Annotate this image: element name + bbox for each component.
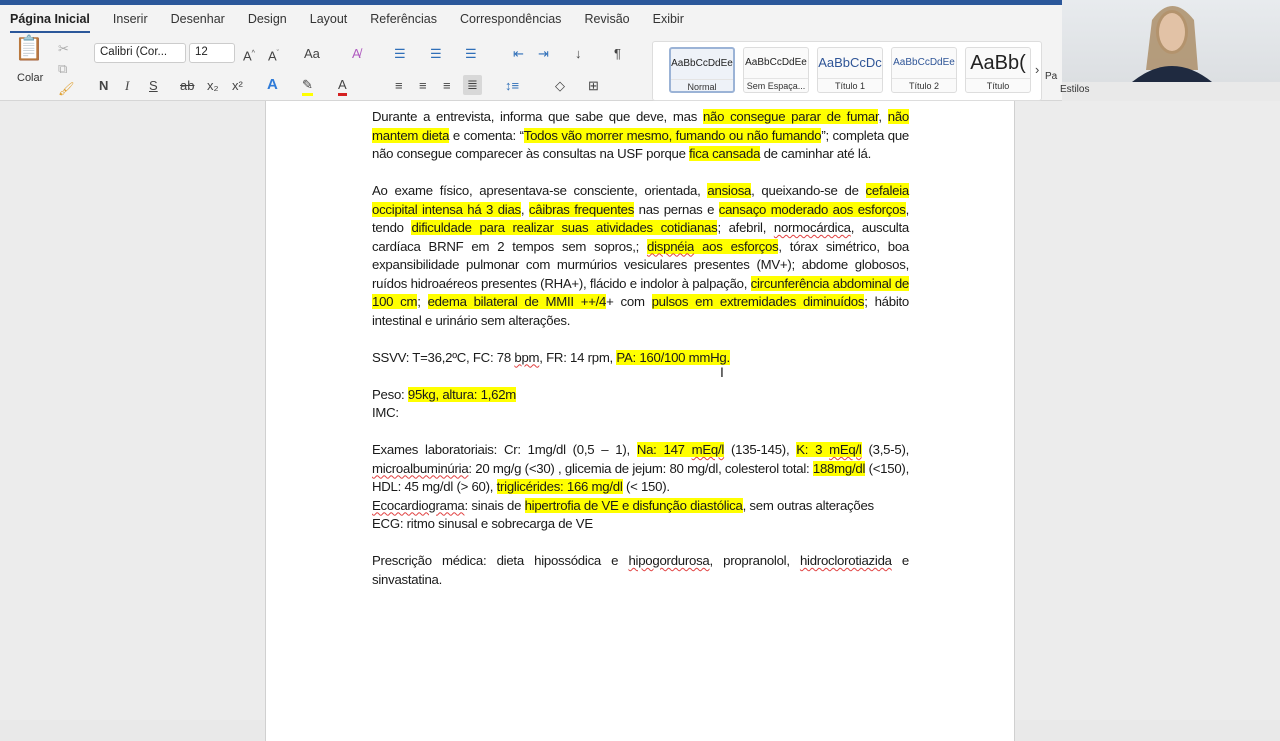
tab-design[interactable]: Design	[247, 12, 287, 26]
highlighted-text: hipertrofia de VE e disfunção diastólica	[524, 497, 743, 513]
justify-icon[interactable]: ≣	[463, 75, 482, 95]
highlighted-text: 188mg/dl	[812, 460, 866, 476]
style-titulo-1[interactable]	[817, 47, 883, 93]
multilevel-list-icon[interactable]: ☰	[465, 46, 477, 61]
style-label: Normal	[671, 79, 733, 94]
clear-formatting-icon[interactable]: A̸	[352, 46, 361, 61]
paragraph[interactable]	[372, 386, 909, 423]
text-run: : 20 mg/g (<30) , glicemia de jejum: 80 mg/dl, colesterol total:	[468, 460, 813, 476]
text-run: Durante a entrevista, informa que sabe que deve, mas	[372, 109, 703, 124]
misspelled-word: bpm	[514, 349, 540, 365]
font-size-select[interactable]: 12	[189, 43, 235, 63]
italic-button[interactable]: I	[125, 78, 130, 93]
text-run: ,	[878, 109, 888, 124]
shading-icon[interactable]: ◇	[555, 78, 565, 93]
change-case-button[interactable]: Aa	[304, 46, 320, 61]
style-label: Sem Espaça...	[744, 78, 808, 93]
style-label: Título	[966, 78, 1030, 93]
highlighted-text: cansaço moderado aos esforços	[718, 201, 906, 217]
misspelled-word: hipogordurosa	[628, 553, 710, 568]
style-preview: AaBbCcDdEe	[671, 58, 733, 69]
text-run: ; hábito intestinal e urinário sem alterações.	[372, 294, 909, 328]
highlighted-text: PA: 160/100 mmHg.	[616, 349, 730, 365]
borders-icon[interactable]: ⊞	[588, 78, 599, 93]
highlighted-text: dispnéia	[647, 238, 695, 254]
show-formatting-icon[interactable]: ¶	[614, 46, 621, 61]
text-cursor-icon: I	[720, 364, 724, 380]
style-preview: AaBbCcDdEe	[745, 57, 807, 68]
text-effects-icon[interactable]: A	[267, 76, 278, 93]
style-sem-espacamento[interactable]	[743, 47, 809, 93]
text-run: : sinais de	[464, 497, 525, 513]
webcam-overlay	[1062, 0, 1280, 82]
align-left-icon[interactable]: ≡	[395, 78, 403, 93]
text-run: , sem outras alterações	[742, 497, 874, 513]
font-color-icon[interactable]: A	[338, 77, 347, 96]
tab-inserir[interactable]: Inserir	[112, 12, 148, 26]
cut-icon[interactable]: ✂	[58, 41, 69, 56]
text-run: (135-145),	[724, 442, 797, 457]
paragraph[interactable]	[372, 552, 909, 589]
copy-icon[interactable]: ⧉	[58, 61, 68, 76]
text-run: + com	[606, 294, 652, 309]
highlighted-text: cefaleia occipital intensa há 3 dias	[372, 183, 909, 217]
style-preview: AaBbCcDdEe	[893, 57, 955, 68]
paragraph[interactable]	[372, 349, 909, 368]
tab-layout[interactable]: Layout	[309, 12, 348, 26]
misspelled-word: hidroclorotiazida	[799, 553, 892, 568]
highlighted-text: mEq/l	[691, 442, 725, 457]
numbering-icon[interactable]: ☰	[430, 46, 442, 61]
highlighted-text: Todos vão morrer mesmo, fumando ou não fumando	[523, 127, 822, 143]
shrink-font-icon[interactable]: $A^ˇ$	[268, 48, 280, 64]
text-run: IMC:	[372, 405, 399, 420]
paste-icon[interactable]: 📋	[14, 35, 44, 62]
misspelled-word: microalbuminúria	[372, 460, 469, 476]
superscript-button[interactable]: x²	[232, 78, 243, 93]
highlighted-text: não mantem dieta	[372, 109, 910, 143]
misspelled-word: normocárdica	[773, 220, 851, 235]
text-run: , tórax simétrico, boa expansibilidade pulmonar com murmúrios vesiculares presentes (MV+); abdome globosos, ruídos hidroaéreos presentes (RHA+), flácido e indolor à palpação,	[372, 238, 909, 291]
tab-correspondencias[interactable]: Correspondências	[459, 12, 562, 26]
text-run: (<150), HDL: 45 mg/dl (> 60),	[372, 460, 909, 494]
style-normal[interactable]	[669, 47, 735, 93]
line-spacing-icon[interactable]: ↕≡	[505, 78, 520, 93]
text-run: e sinvastatina.	[372, 553, 909, 587]
subscript-button[interactable]: x₂	[207, 78, 219, 93]
style-titulo[interactable]	[965, 47, 1031, 93]
styles-more-chevron-icon[interactable]: ›	[1035, 62, 1040, 77]
highlighted-text: triglicérides: 166 mg/dl	[496, 479, 623, 494]
text-run: (< 150).	[622, 479, 670, 494]
decrease-indent-icon[interactable]: ⇤	[513, 46, 524, 61]
underline-button[interactable]: S	[149, 78, 158, 93]
paste-label[interactable]: Colar	[17, 72, 44, 84]
paragraph[interactable]	[372, 108, 909, 164]
grow-font-icon[interactable]: A^	[243, 48, 255, 64]
highlighted-text: 95kg, altura: 1,62m	[407, 386, 517, 402]
text-run: ; afebril,	[717, 220, 774, 235]
text-run: ECG: ritmo sinusal e sobrecarga de VE	[372, 516, 593, 531]
strikethrough-button[interactable]: ab	[180, 78, 195, 93]
text-run: ”; completa que não consegue comparecer às consultas na USF porque	[372, 127, 910, 161]
style-preview: AaBb(	[970, 52, 1026, 74]
misspelled-word: Ecocardiograma	[372, 497, 465, 513]
highlighted-text: não consegue parar de fumar	[702, 109, 879, 124]
format-painter-icon[interactable]: 🖌	[58, 81, 75, 96]
styles-pane-label[interactable]: Estilos	[1060, 84, 1090, 95]
paragraph[interactable]	[372, 182, 909, 330]
text-run: , ausculta cardíaca BRNF em 2 tempos sem sopros,;	[372, 220, 909, 254]
sort-icon[interactable]: ↓	[575, 46, 582, 61]
increase-indent-icon[interactable]: ⇥	[538, 46, 549, 61]
text-run: (3,5-5),	[861, 442, 909, 457]
pane-label-partial: Pa	[1045, 71, 1058, 82]
highlighted-text: aos esforços	[694, 238, 779, 254]
highlighted-text: fica cansada	[689, 146, 761, 161]
highlighted-text: pulsos em extremidades diminuídos	[651, 294, 865, 309]
text-run: e comenta: “	[449, 127, 524, 143]
paragraph[interactable]	[372, 441, 909, 534]
text-run: ;	[417, 294, 428, 309]
highlighted-text: edema bilateral de MMII ++/4	[427, 294, 607, 309]
tab-referencias[interactable]: Referências	[370, 12, 437, 26]
presenter-video-icon	[1062, 0, 1280, 82]
bullets-icon[interactable]: ☰	[394, 46, 406, 61]
text-run: Ao exame físico, apresentava-se consciente, orientada,	[372, 183, 708, 198]
text-run: Prescrição médica: dieta hipossódica e	[372, 553, 629, 568]
highlighted-text: dificuldade para realizar suas atividades cotidianas	[411, 220, 718, 235]
highlighted-text: circunferência abdominal de 100 cm	[372, 275, 909, 309]
ribbon-tabs	[10, 12, 707, 33]
text-run: , FR: 14 rpm,	[539, 349, 617, 365]
highlighted-text: ansiosa	[707, 183, 752, 198]
text-run: ,	[520, 201, 529, 217]
ribbon	[0, 5, 1062, 101]
text-run: Peso:	[372, 386, 408, 402]
highlighted-text: câibras frequentes	[528, 201, 635, 217]
bold-button[interactable]: N	[99, 78, 109, 93]
highlighted-text: K: 3	[796, 442, 830, 457]
text-run: Exames laboratoriais: Cr: 1mg/dl (0,5 – 1),	[372, 442, 637, 457]
text-run: , tendo	[372, 201, 909, 235]
style-titulo-2[interactable]	[891, 47, 957, 93]
highlighted-text: mEq/l	[829, 442, 862, 457]
font-name-select[interactable]: Calibri (Cor...	[94, 43, 186, 63]
text-run: , propranolol,	[709, 553, 800, 568]
highlight-color-icon[interactable]: ✎	[302, 77, 313, 96]
text-run: de caminhar até lá.	[760, 146, 872, 161]
styles-gallery	[652, 41, 1042, 101]
text-run: nas pernas e	[634, 201, 719, 217]
highlighted-text: Na: 147	[636, 442, 692, 457]
text-run: , queixando-se de	[751, 183, 866, 198]
text-run: SSVV: T=36,2ºC, FC: 78	[372, 349, 515, 365]
tab-pagina-inicial[interactable]: Página Inicial	[10, 12, 90, 33]
tab-desenhar[interactable]: Desenhar	[170, 12, 225, 26]
style-label: Título 1	[818, 78, 882, 93]
tab-revisao[interactable]: Revisão	[584, 12, 630, 26]
document-body[interactable]	[372, 108, 909, 608]
style-label: Título 2	[892, 78, 956, 93]
style-preview: AaBbCcDc	[818, 55, 882, 70]
align-center-icon[interactable]: ≡	[419, 78, 427, 93]
tab-exibir[interactable]: Exibir	[652, 12, 684, 26]
align-right-icon[interactable]: ≡	[443, 78, 451, 93]
